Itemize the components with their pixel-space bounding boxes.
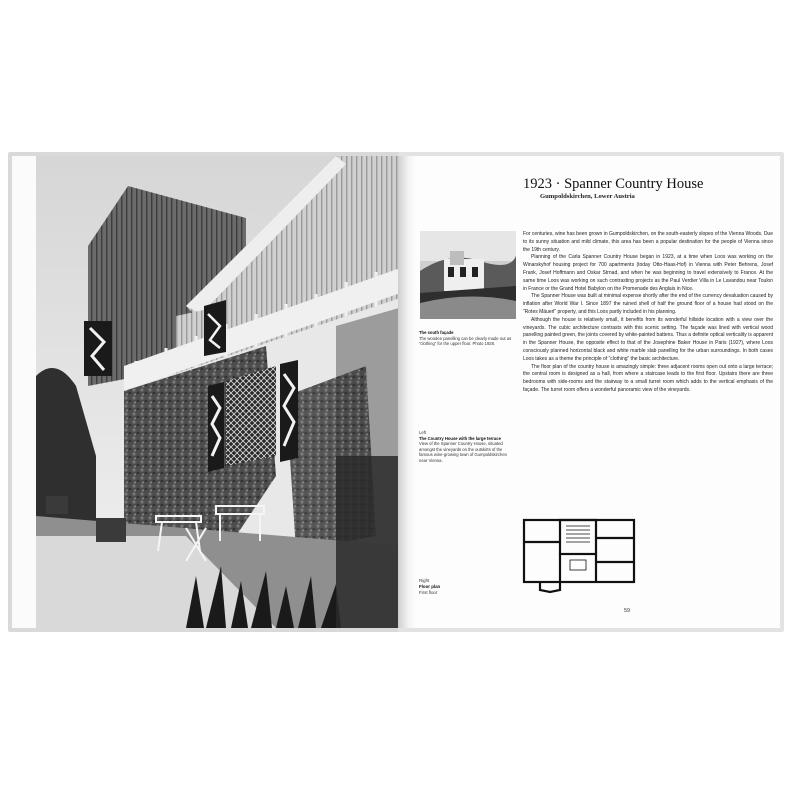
page-title: 1923 · Spanner Country House bbox=[523, 176, 704, 192]
book-gutter bbox=[398, 156, 416, 628]
main-photo-caption-label: Left bbox=[419, 430, 426, 435]
main-photo-caption-text: View of the Spanner Country House, situated amongst the vineyards on the outskirts of the famous wine-growing town of Gumpoldskirchen near Vienna. bbox=[419, 441, 507, 463]
main-photo-caption-title: The Country House with the large terrace bbox=[419, 435, 501, 441]
page-subtitle: Gumpoldskirchen, Lower Austria bbox=[540, 193, 635, 200]
south-facade-photo bbox=[420, 231, 516, 319]
floor-plan-caption bbox=[419, 578, 479, 596]
floor-plan-caption-title: Floor plan bbox=[419, 584, 441, 589]
page-number: 59 bbox=[624, 608, 630, 614]
main-photo-caption bbox=[419, 430, 511, 464]
paragraph: The floor plan of the country house is amazingly simple: three adjacent rooms open out onto a large terrace; the central room is designed as a hall, from where a staircase leads to the first floor. Upstairs there are three bedrooms with side-rooms and the stairway to a small turret room which adds to the vertical emphasis of the façade. The turret room offers a wonderful panoramic view of the vineyards. bbox=[523, 363, 773, 393]
floor-plan-drawing bbox=[520, 516, 642, 596]
main-photo bbox=[36, 156, 406, 628]
floor-plan-caption-label: Right bbox=[419, 578, 430, 583]
south-facade-caption-title: The south façade bbox=[419, 330, 454, 335]
south-facade-caption-text: The wooden panelling can be clearly made out as “clothing” for the upper floor. Photo 1928. bbox=[419, 335, 512, 347]
paragraph: The Spanner House was built at minimal expense shortly after the end of the currency devaluation caused by inflation after World War I. Since 1897 the ruined shell of half the ground floor of a house had stood on the “Rotes Mäuerl” property, and this Loos partly included in his planning. bbox=[523, 293, 773, 315]
paragraph: For centuries, wine has been grown in Gumpoldskirchen, on the south-easterly slopes of the Vienna Woods. Due to its sunny situation and mild climate, this area has been a popular destination for the people of Vienna since the 19th century. bbox=[523, 231, 773, 253]
paragraph: Although the house is relatively small, it benefits from its wonderful hillside location with a view over the vineyards. The cubic architecture contrasts with this scenic setting. The façade was lined with vertical wood panelling painted green, the joints covered by white-painted battens. Thus a definite optical verticality is apparent in the Spanner House, the opposite effect to that of the Josephine Baker House in Paris (1927), where Loos consciously planned horizontal black and white marble slab panelling for the urban surroundings. In both cases Loos takes as a theme the principle of “clothing” the basic architecture. bbox=[523, 316, 773, 362]
body-text bbox=[523, 231, 773, 395]
floor-plan-caption-text: First floor bbox=[419, 590, 438, 595]
paragraph: Planning of the Carla Spanner Country House began in 1923, at a time when Loos was working on the Winarskyhof housing project for 700 apartments (today Otto-Haas-Hof) in Vienna with Peter Behrens, Josef Frank, Josef Hoffmann and Oskar Strnad, and when he was beginning to travel extensively to France. At the same time Loos was working on such contrasting projects as the Paul Verdier Villa in Le Lavandou near Toulon in France or the Grand Hotel Babylon on the Promenade des Anglais in Nice. bbox=[523, 254, 773, 292]
south-facade-caption bbox=[419, 330, 513, 347]
